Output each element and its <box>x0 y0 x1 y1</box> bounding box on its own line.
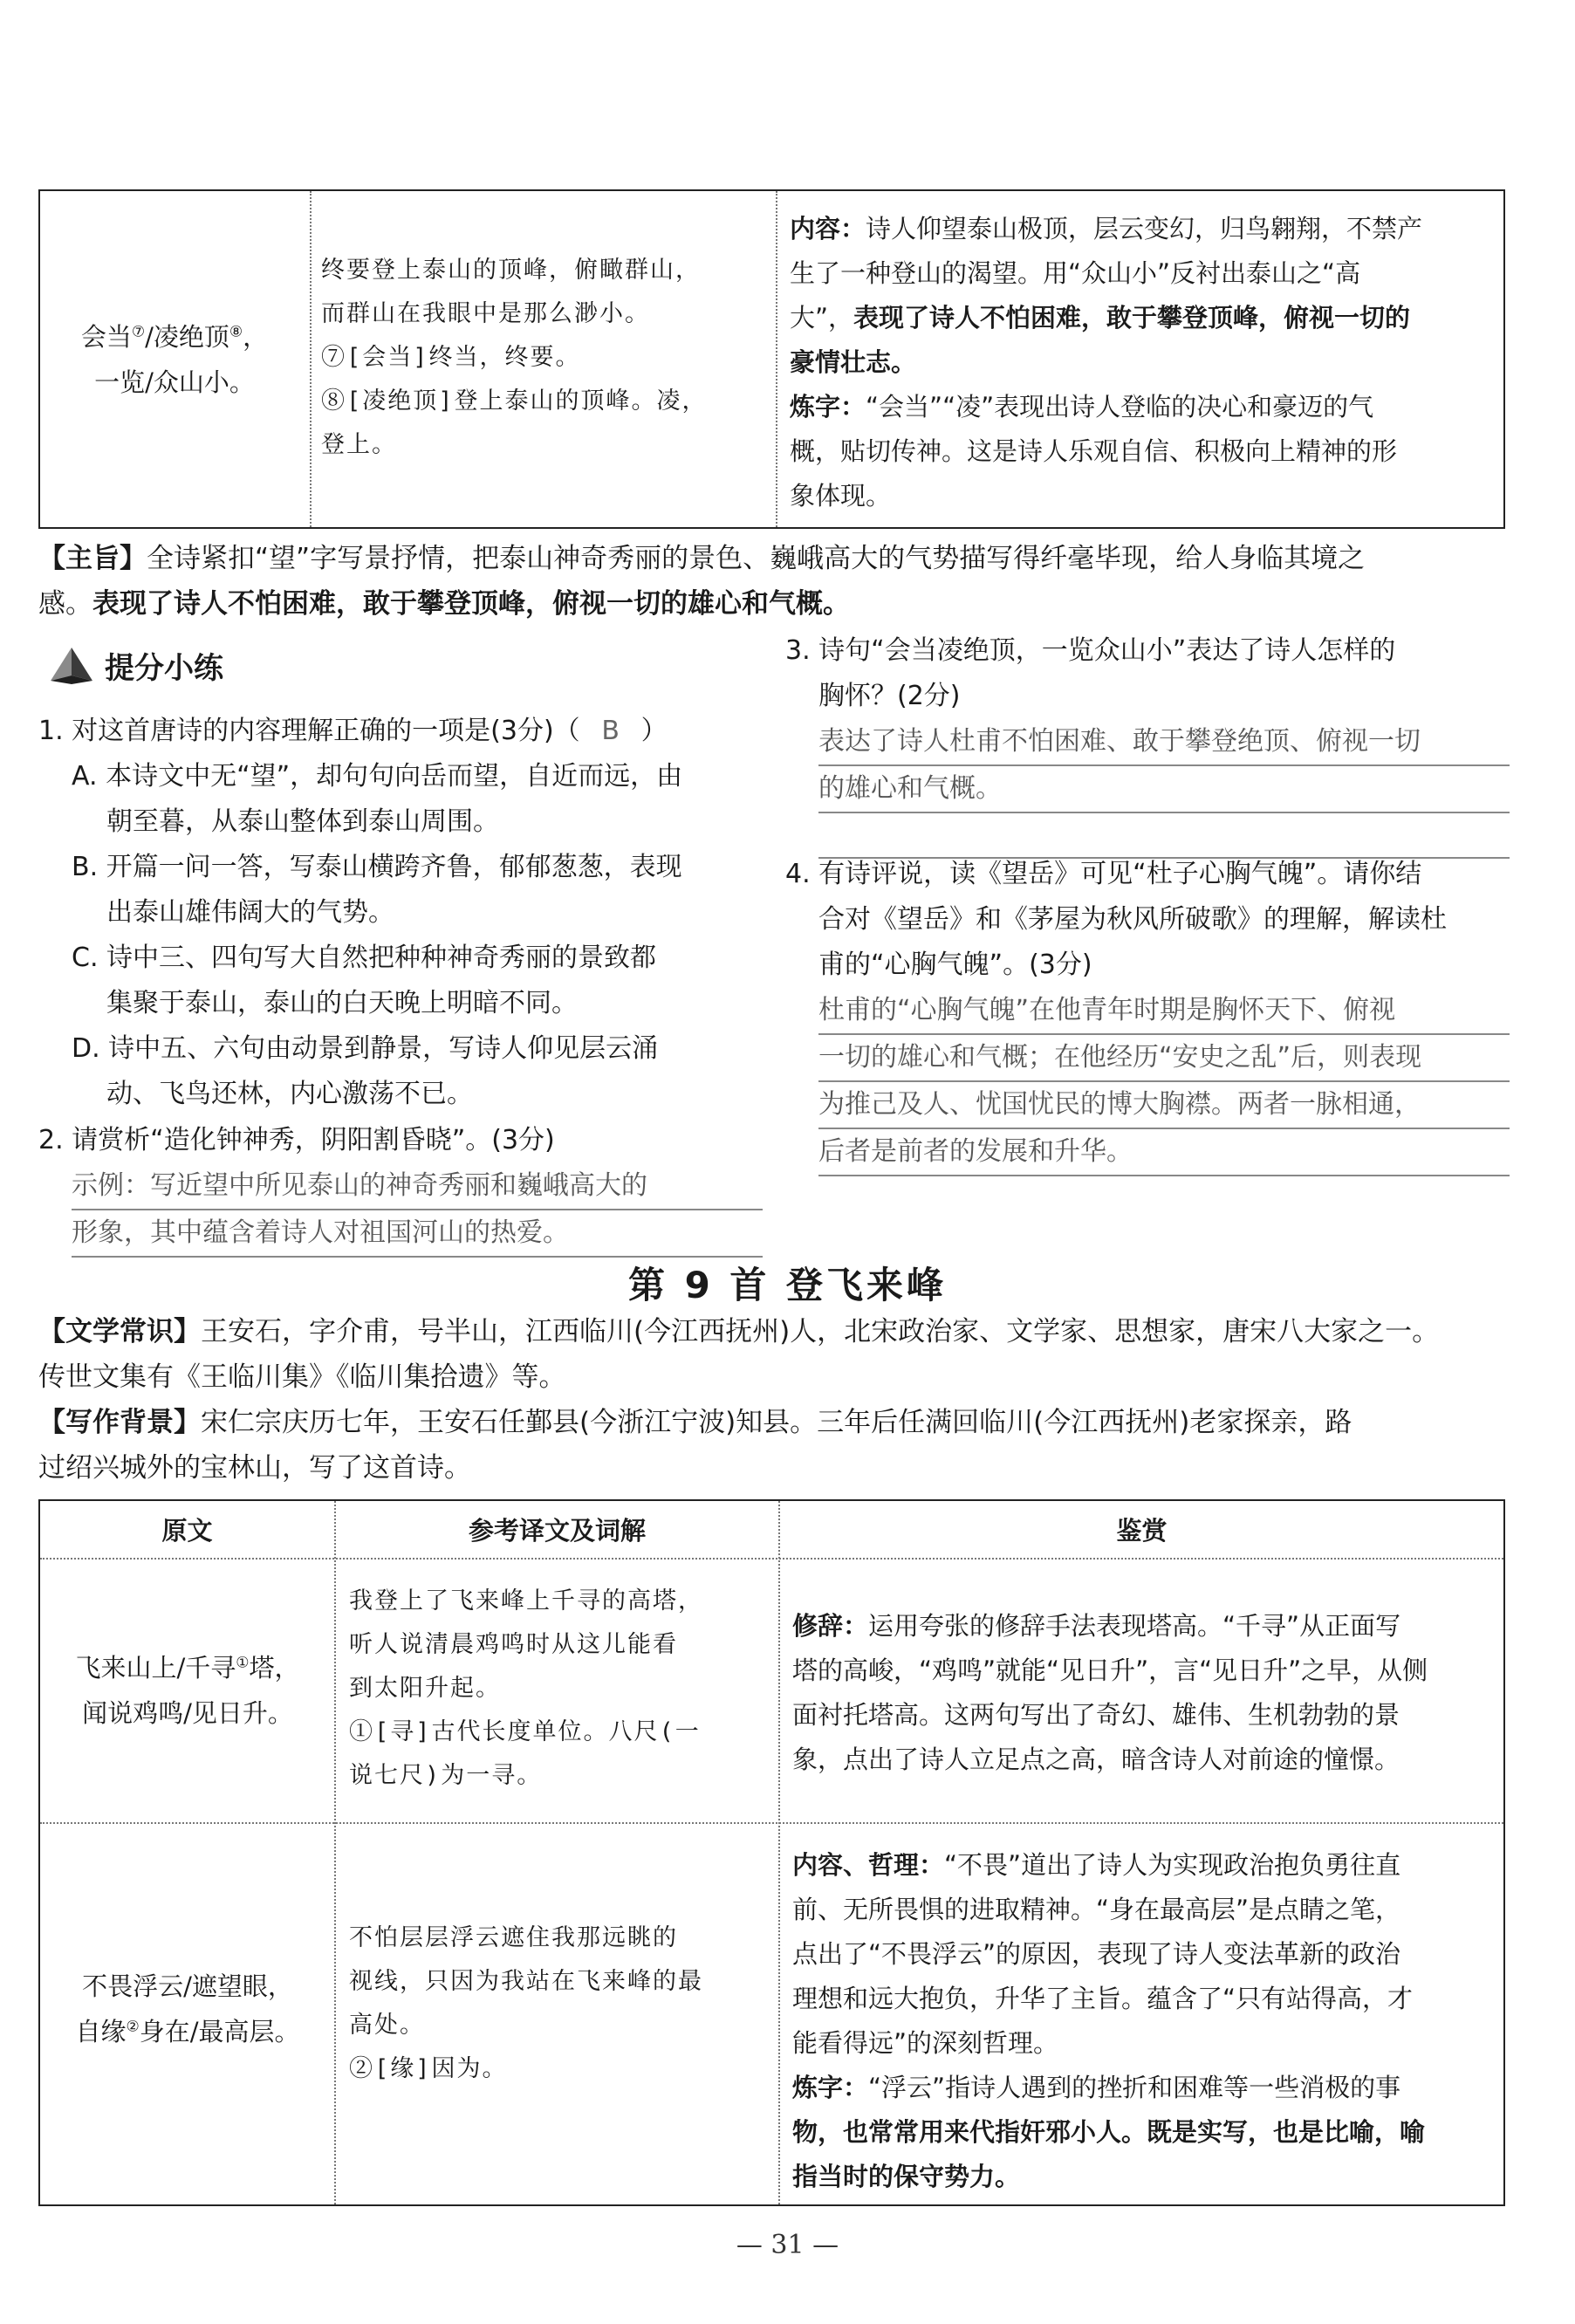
appreciation-line: 象，点出了诗人立足点之高，暗含诗人对前途的憧憬。 <box>792 1745 1400 1774</box>
appreciation-line: 面衬托塔高。这两句写出了奇幻、雄伟、生机勃勃的景 <box>792 1700 1400 1730</box>
appreciation-line: 点出了“不畏浮云”的原因，表现了诗人变法革新的政治 <box>792 1939 1401 1969</box>
appreciation-cell <box>792 1843 1497 2199</box>
question-stem-line: 3. 诗句“会当凌绝顶，一览众山小”表达了诗人怎样的 <box>785 635 1396 666</box>
translation-line: 不怕层层浮云遮住我那远眺的 <box>349 1924 678 1951</box>
answer-line: 表达了诗人杜甫不怕困难、敢于攀登绝顶、俯视一切 <box>818 719 1510 766</box>
answer-line: 杜甫的“心胸气魄”在他青年时期是胸怀天下、俯视 <box>818 988 1510 1035</box>
appreciation-cell <box>790 207 1495 518</box>
background-line: 过绍兴城外的宝林山，写了这首诗。 <box>38 1452 471 1484</box>
appreciation-line: 生了一种登山的渴望。用“众山小”反衬出泰山之“高 <box>790 258 1361 288</box>
appreciation-line: 能看得远”的深刻哲理。 <box>792 2028 1059 2058</box>
appreciation-cell <box>792 1604 1497 1782</box>
option-line: 动、飞鸟还林，内心激荡不已。 <box>106 1079 473 1109</box>
original-text-cell <box>44 1964 332 2054</box>
answer-line: 为推己及人、忧国忧民的博大胸襟。两者一脉相通， <box>818 1082 1510 1129</box>
appreciation-line: 物，也常常用来代指奸邪小人。既是实写，也是比喻，喻 <box>792 2117 1426 2147</box>
translation-cell <box>349 1916 777 2091</box>
appreciation-line: 理想和远大抱负，升华了主旨。蕴含了“只有站得高，才 <box>792 1984 1414 2013</box>
original-text-cell <box>44 1645 332 1736</box>
question-4 <box>785 852 1510 1176</box>
appreciation-line: 炼字：“会当”“凌”表现出诗人登临的决心和豪迈的气 <box>790 392 1374 422</box>
question-stem: 2. 请赏析“造化钟神秀，阴阳割昏晓”。(3分) <box>38 1125 555 1155</box>
theme-line: 【主旨】全诗紧扣“望”字写景抒情，把泰山神奇秀丽的景色、巍峨高大的气势描写得纤毫毕现，给人身临其境之 <box>38 543 1366 574</box>
question-stem-line: 胸怀？(2分) <box>818 681 961 711</box>
question-stem-line: 甫的“心胸气魄”。(3分) <box>818 949 1092 980</box>
option-line: 朝至暮，从泰山整体到泰山周围。 <box>106 806 499 837</box>
original-line: 闻说鸡鸣/见日升。 <box>82 1698 293 1728</box>
original-line: 会当⑦/凌绝顶⑧， <box>80 322 269 352</box>
appreciation-line: 塔的高峻，“鸡鸣”就能“见日升”，言“见日升”之早，从侧 <box>792 1656 1428 1685</box>
column-header-original: 原文 <box>161 1516 213 1546</box>
table-divider <box>334 1501 336 2204</box>
original-line: 一览/众山小。 <box>94 367 255 397</box>
table-divider <box>310 191 312 527</box>
theme-paragraph <box>38 536 1513 627</box>
translation-line: 高处。 <box>349 2012 425 2039</box>
gloss-line: ①[寻]古代长度单位。八尺(一 <box>349 1718 701 1745</box>
original-text-cell <box>44 314 305 405</box>
option-line: C. 诗中三、四句写大自然把种种神奇秀丽的景致都 <box>72 943 657 973</box>
original-line: 飞来山上/千寻①塔， <box>75 1653 300 1683</box>
question-stem: 1. 对这首唐诗的内容理解正确的一项是(3分)（ B ） <box>38 709 763 754</box>
appreciation-line: 内容、哲理：“不畏”道出了诗人为实现政治抱负勇往直 <box>792 1850 1401 1880</box>
appreciation-line: 内容：诗人仰望泰山极顶，层云变幻，归鸟翱翔，不禁产 <box>790 214 1423 243</box>
gloss-line: 登上。 <box>321 431 397 458</box>
poem-9-title: 第 9 首 登飞来峰 <box>627 1264 948 1306</box>
translation-line: 到太阳升起。 <box>349 1675 501 1702</box>
option-line: 出泰山雄伟阔大的气势。 <box>106 897 394 928</box>
theme-line: 感。表现了诗人不怕困难，敢于攀登顶峰，俯视一切的雄心和气概。 <box>38 588 850 620</box>
answer-line: 一切的雄心和气概；在他经历“安史之乱”后，则表现 <box>818 1035 1510 1082</box>
answer-area <box>785 988 1510 1176</box>
answer-line: 形象，其中蕴含着诗人对祖国河山的热爱。 <box>72 1210 763 1258</box>
option-line: A. 本诗文中无“望”，却句句向岳而望，自近而远，由 <box>72 761 683 792</box>
appreciation-line: 概，贴切传神。这是诗人乐观自信、积极向上精神的形 <box>790 436 1398 466</box>
appreciation-line: 炼字：“浮云”指诗人遇到的挫折和困难等一些消极的事 <box>792 2073 1401 2102</box>
appreciation-line: 大”，表现了诗人不怕困难，敢于攀登顶峰，俯视一切的 <box>790 303 1411 332</box>
answer-line: 示例：写近望中所见泰山的神奇秀丽和巍峨高大的 <box>72 1163 763 1210</box>
knowledge-line: 传世文集有《王临川集》《临川集拾遗》等。 <box>38 1361 566 1393</box>
appreciation-line: 象体现。 <box>790 481 892 511</box>
question-options <box>38 754 763 1117</box>
literary-knowledge <box>38 1309 1513 1491</box>
knowledge-line: 【文学常识】王安石，字介甫，号半山，江西临川(今江西抚州)人，北宋政治家、文学家、思想家，唐宋八大家之一。 <box>38 1316 1440 1347</box>
option-line: 集聚于泰山，泰山的白天晚上明暗不同。 <box>106 988 578 1018</box>
gloss-line: ⑦[会当]终当，终要。 <box>321 344 581 371</box>
answer-area <box>785 719 1510 859</box>
translation-line: 而群山在我眼中是那么渺小。 <box>321 300 650 327</box>
answer-line: 的雄心和气概。 <box>818 766 1510 813</box>
translation-line: 我登上了飞来峰上千寻的高塔， <box>349 1587 703 1614</box>
practice-heading-text: 提分小练 <box>105 650 223 686</box>
table-divider <box>40 1558 1503 1560</box>
background-line: 【写作背景】宋仁宗庆历七年，王安石任鄞县(今浙江宁波)知县。三年后任满回临川(今江西抚州)老家探亲，路 <box>38 1407 1352 1438</box>
page-number: — 31 — <box>736 2230 839 2260</box>
answer-choice: B <box>601 716 620 746</box>
question-1 <box>38 709 763 1117</box>
question-2 <box>38 1118 763 1258</box>
table-divider <box>40 1822 1503 1824</box>
option-line: D. 诗中五、六句由动景到静景，写诗人仰见层云涌 <box>72 1033 659 1064</box>
question-stem-line: 4. 有诗评说，读《望岳》可见“杜子心胸气魄”。请你结 <box>785 859 1422 889</box>
table-divider <box>778 1501 780 2204</box>
answer-line: 后者是前者的发展和升华。 <box>818 1129 1510 1176</box>
appreciation-line: 前、无所畏惧的进取精神。“身在最高层”是点睛之笔， <box>792 1895 1401 1924</box>
appreciation-line: 修辞：运用夸张的修辞手法表现塔高。“千寻”从正面写 <box>792 1611 1401 1641</box>
option-line: B. 开篇一问一答，写泰山横跨齐鲁，郁郁葱葱，表现 <box>72 852 682 882</box>
gloss-line: 说七尺)为一寻。 <box>349 1762 543 1789</box>
translation-line: 听人说清晨鸡鸣时从这儿能看 <box>349 1631 678 1658</box>
pyramid-icon <box>49 646 94 684</box>
translation-cell <box>321 249 766 467</box>
original-line: 不畏浮云/遮望眼， <box>82 1971 293 2001</box>
gloss-line: ②[缘]因为。 <box>349 2055 508 2082</box>
gloss-line: ⑧[凌绝顶]登上泰山的顶峰。凌， <box>321 387 708 415</box>
translation-cell <box>349 1580 777 1798</box>
question-stem-line: 合对《望岳》和《茅屋为秋风所破歌》的理解，解读杜 <box>818 904 1447 935</box>
original-line: 自缘②身在/最高层。 <box>75 2017 300 2046</box>
practice-heading <box>49 641 223 689</box>
translation-line: 视线，只因为我站在飞来峰的最 <box>349 1968 703 1995</box>
appreciation-line: 豪情壮志。 <box>790 347 917 377</box>
table-divider <box>776 191 777 527</box>
column-header-translation: 参考译文及词解 <box>468 1516 646 1546</box>
question-3 <box>785 628 1510 859</box>
appreciation-line: 指当时的保守势力。 <box>792 2162 1021 2191</box>
column-header-appreciation: 鉴赏 <box>1116 1516 1168 1546</box>
answer-area <box>38 1163 763 1258</box>
translation-line: 终要登上泰山的顶峰，俯瞰群山， <box>321 257 701 284</box>
